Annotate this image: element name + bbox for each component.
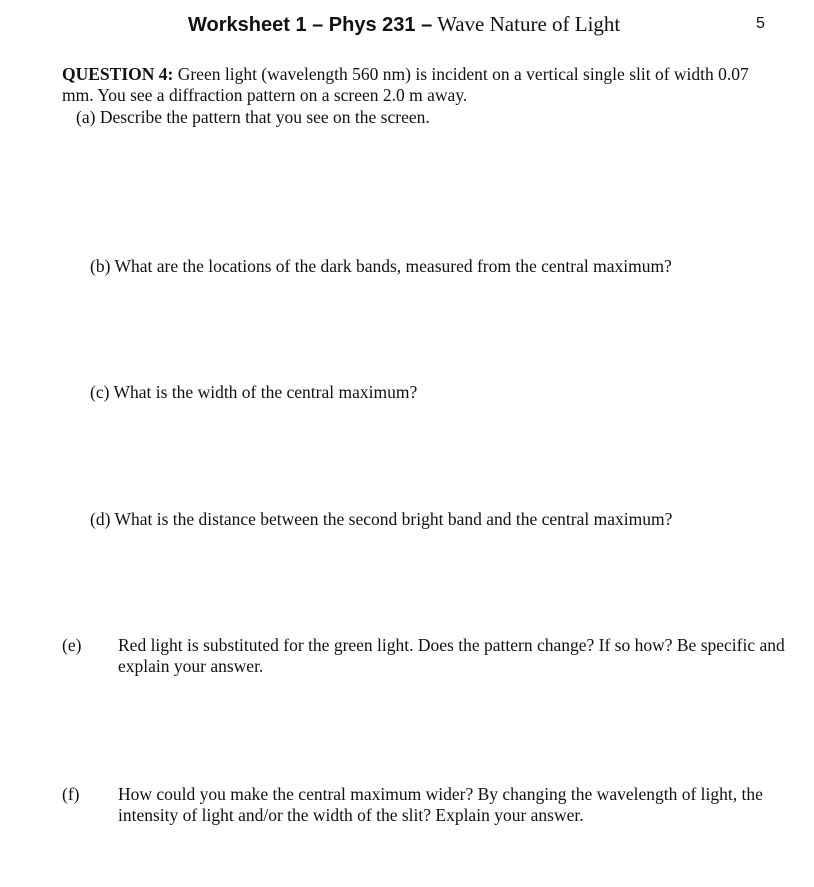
question-part-d — [90, 509, 760, 530]
page-number: 5 — [756, 15, 765, 32]
part-text: Describe the pattern that you see on the screen. — [99, 107, 430, 127]
part-text: How could you make the central maximum wider? By changing the wavelength of light, the intensity of light and/or the width of the slit? Explain your answer. — [118, 784, 763, 825]
part-text: What is the width of the central maximum? — [113, 382, 418, 402]
part-label: (c) — [90, 382, 110, 402]
worksheet-title-topic: Wave Nature of Light — [437, 12, 621, 36]
part-label: (a) — [76, 107, 96, 127]
page-header — [0, 12, 814, 38]
question-part-c — [90, 382, 760, 403]
part-text: Red light is substituted for the green light. Does the pattern change? If so how? Be specific and explain your answer. — [118, 635, 785, 676]
question-part-f — [62, 784, 788, 826]
question-text: Green light (wavelength 560 nm) is incident on a vertical single slit of width 0.07 mm. You see a diffraction pattern on a screen 2.0 m away. — [62, 64, 749, 105]
question-label: QUESTION 4: — [62, 64, 174, 84]
question-part-e — [62, 635, 788, 677]
worksheet-title-bold: Worksheet 1 – Phys 231 – — [188, 14, 433, 36]
part-text: What is the distance between the second bright band and the central maximum? — [114, 509, 673, 529]
part-label: (d) — [90, 509, 111, 529]
part-text: What are the locations of the dark bands, measured from the central maximum? — [114, 256, 672, 276]
part-label: (f) — [62, 784, 80, 804]
part-label: (b) — [90, 256, 111, 276]
question-part-a — [76, 107, 746, 128]
question-part-b — [90, 256, 760, 277]
part-label: (e) — [62, 635, 82, 655]
worksheet-title — [188, 12, 620, 37]
question-4-statement — [62, 64, 762, 106]
